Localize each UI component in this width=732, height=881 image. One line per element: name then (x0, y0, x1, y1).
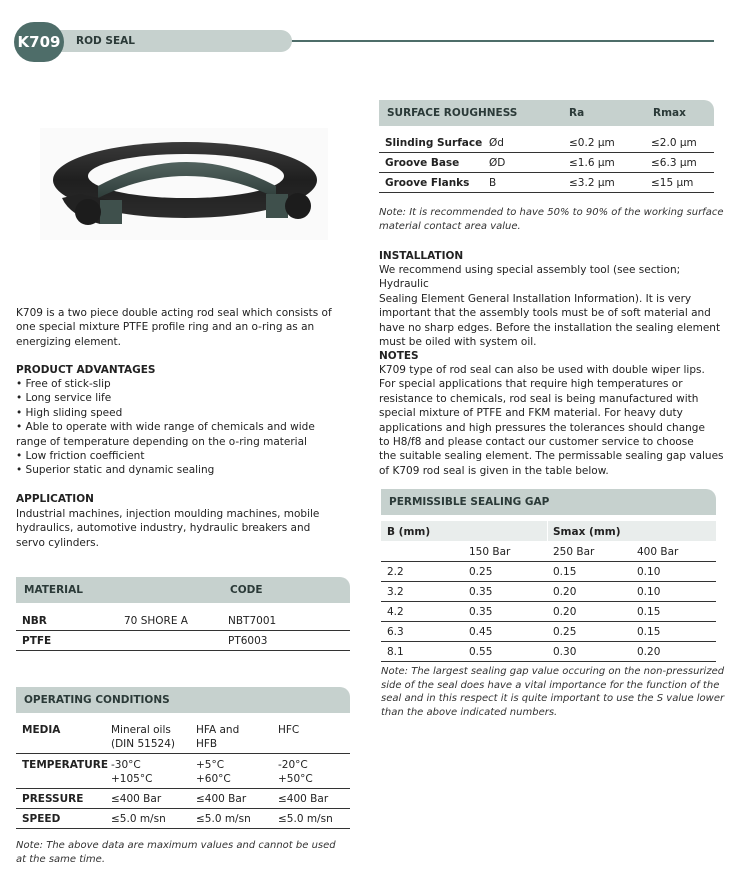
text-line: K709 type of rod seal can also be used with double wiper lips. (379, 364, 705, 376)
text-line: Sealing Element General Installation Information). It is very (379, 292, 692, 305)
text-line: must be oiled with system oil. (379, 336, 537, 349)
temperature-value: +50°C (278, 773, 313, 785)
table-row (16, 631, 350, 651)
gap-value: 0.20 (553, 586, 577, 598)
media-value: HFC (278, 724, 300, 736)
bar-label: 400 Bar (637, 546, 679, 558)
list-item: • Superior static and dynamic sealing (16, 464, 215, 477)
table-row (16, 809, 350, 829)
gap-value: 0.35 (469, 586, 493, 598)
gap-value: 0.15 (637, 626, 661, 638)
table-row (381, 582, 716, 602)
media-label: MEDIA (22, 724, 61, 736)
pressure-label: PRESSURE (22, 793, 84, 805)
list-item: • Free of stick-slip (16, 378, 111, 390)
column-divider (547, 521, 548, 541)
advantages-heading: PRODUCT ADVANTAGES (16, 364, 156, 376)
media-value: (DIN 51524) (111, 738, 175, 750)
surface-note (379, 206, 723, 233)
surface-heading: SURFACE ROUGHNESS (387, 107, 518, 119)
ra-value: ≤0.2 µm (569, 137, 615, 149)
table-row (381, 542, 716, 562)
list-item: • Low friction coefficient (16, 450, 145, 463)
temperature-value: -20°C (278, 759, 308, 771)
note-line: side of the seal does have a vital importance for the function of the (381, 679, 720, 691)
text-line: special mixture of PTFE and FKM material. For heavy duty (379, 407, 683, 420)
list-item: • High sliding speed (16, 406, 123, 419)
table-row (381, 622, 716, 642)
gap-value: 0.25 (469, 566, 493, 578)
pressure-value: ≤400 Bar (278, 793, 329, 805)
rmax-value: ≤15 µm (651, 177, 694, 189)
material-spec: 70 SHORE A (124, 615, 188, 627)
notes-text (379, 363, 724, 478)
media-value: Mineral oils (111, 724, 171, 736)
table-row (379, 173, 714, 193)
surface-table-header (379, 100, 714, 126)
operating-heading: OPERATING CONDITIONS (24, 694, 170, 706)
gap-value: 0.15 (637, 606, 661, 618)
table-row (16, 755, 350, 789)
material-table-header (16, 577, 350, 603)
note-line: than the above indicated numbers. (381, 706, 558, 718)
text-line: Industrial machines, injection moulding machines, mobile (16, 508, 320, 520)
temperature-value: +5°C (196, 759, 225, 771)
note-line: material contact area value. (379, 220, 521, 232)
gap-heading: PERMISSIBLE SEALING GAP (389, 496, 550, 508)
advantages-list (16, 377, 315, 478)
code-column-header: CODE (230, 584, 263, 596)
material-column-header: MATERIAL (24, 584, 83, 596)
pressure-value: ≤400 Bar (196, 793, 247, 805)
speed-value: ≤5.0 m/sn (278, 813, 333, 825)
rod-seal-illustration (40, 128, 328, 240)
table-row (16, 789, 350, 809)
note-line: seal and in this respect it is quite important to use the S value lower (381, 693, 725, 704)
bar-label: 250 Bar (553, 546, 595, 558)
material-code: PT6003 (228, 635, 268, 647)
note-line: at the same time. (16, 853, 105, 865)
table-row (379, 133, 714, 153)
table-row (16, 720, 350, 754)
text-line: applications and high pressures the tolerances should change (379, 421, 705, 434)
operating-note (16, 839, 336, 866)
text-line: For special applications that require high temperatures or (379, 378, 683, 391)
text-line: hydraulics, automotive industry, hydraulic breakers and (16, 522, 311, 535)
material-name: NBR (22, 615, 47, 627)
list-item: range of temperature depending on the o-ring material (16, 435, 307, 448)
table-row (379, 153, 714, 173)
gap-subheader (381, 521, 716, 541)
note-line: Note: It is recommended to have 50% to 90% of the working surface (379, 207, 724, 218)
list-item: • Able to operate with wide range of chemicals and wide (16, 421, 315, 434)
operating-table-header (16, 687, 350, 713)
temperature-label: TEMPERATURE (22, 759, 108, 771)
gap-value: 0.45 (469, 626, 493, 638)
table-row (381, 642, 716, 662)
text-line: have no sharp edges. Before the installation the sealing element (379, 321, 721, 334)
smax-column-header: Smax (mm) (553, 526, 621, 538)
bar-label: 150 Bar (469, 546, 511, 558)
ra-value: ≤1.6 µm (569, 157, 615, 169)
gap-table-header (381, 489, 716, 515)
gap-value: 0.30 (553, 646, 577, 658)
installation-heading: INSTALLATION (379, 250, 464, 262)
gap-b-value: 4.2 (387, 606, 404, 618)
ra-value: ≤3.2 µm (569, 177, 615, 189)
gap-value: 0.55 (469, 646, 493, 658)
surface-symbol: Ød (489, 137, 504, 149)
gap-note (381, 665, 724, 719)
gap-value: 0.15 (553, 566, 577, 578)
product-code-badge: K709 (14, 22, 64, 62)
gap-value: 0.10 (637, 586, 661, 598)
surface-name: Slinding Surface (385, 137, 483, 149)
gap-value: 0.20 (553, 606, 577, 618)
text-line: We recommend using special assembly tool (see section; Hydraulic (379, 264, 681, 291)
material-code: NBT7001 (228, 615, 277, 627)
pressure-value: ≤400 Bar (111, 793, 162, 805)
speed-value: ≤5.0 m/sn (111, 813, 166, 825)
temperature-value: +60°C (196, 773, 231, 785)
ra-column-header: Ra (569, 107, 585, 119)
gap-value: 0.35 (469, 606, 493, 618)
surface-symbol: B (489, 177, 497, 189)
page-title: ROD SEAL (76, 35, 135, 47)
rmax-column-header: Rmax (653, 107, 686, 119)
gap-b-value: 6.3 (387, 626, 404, 638)
table-row (16, 611, 350, 631)
gap-b-value: 3.2 (387, 586, 404, 598)
material-name: PTFE (22, 635, 52, 647)
application-heading: APPLICATION (16, 493, 94, 505)
gap-b-value: 2.2 (387, 566, 404, 578)
seal-image (40, 128, 328, 240)
media-value: HFA and (196, 724, 240, 736)
surface-name: Groove Flanks (385, 177, 470, 189)
header-rule (280, 40, 714, 42)
media-value: HFB (196, 738, 218, 750)
gap-b-value: 8.1 (387, 646, 404, 658)
text-line: of K709 rod seal is given in the table below. (379, 464, 609, 477)
rmax-value: ≤2.0 µm (651, 137, 697, 149)
text-line: resistance to chemicals, rod seal is being manufactured with (379, 392, 699, 405)
text-line: important that the assembly tools must be of soft material and (379, 307, 711, 320)
surface-name: Groove Base (385, 157, 460, 169)
surface-symbol: ØD (489, 157, 506, 169)
application-text (16, 507, 319, 550)
temperature-value: +105°C (111, 773, 153, 785)
table-row (381, 562, 716, 582)
note-line: Note: The above data are maximum values and cannot be used (16, 840, 336, 851)
notes-heading: NOTES (379, 350, 419, 362)
gap-value: 0.10 (637, 566, 661, 578)
rmax-value: ≤6.3 µm (651, 157, 697, 169)
gap-value: 0.20 (637, 646, 661, 658)
speed-value: ≤5.0 m/sn (196, 813, 251, 825)
list-item: • Long service life (16, 392, 112, 405)
text-line: servo cylinders. (16, 536, 99, 549)
temperature-value: -30°C (111, 759, 141, 771)
text-line: to H8/f8 and please contact our customer service to choose (379, 436, 694, 449)
speed-label: SPEED (22, 813, 61, 825)
text-line: the suitable sealing element. The permissable sealing gap values (379, 450, 724, 463)
table-row (381, 602, 716, 622)
installation-text (379, 263, 732, 349)
gap-value: 0.25 (553, 626, 577, 638)
note-line: Note: The largest sealing gap value occuring on the non-pressurized (381, 666, 725, 677)
b-column-header: B (mm) (387, 526, 431, 538)
product-description: K709 is a two piece double acting rod seal which consists of one special mixture PTFE profile ring and an o-ring as an energizing element. (16, 307, 332, 348)
